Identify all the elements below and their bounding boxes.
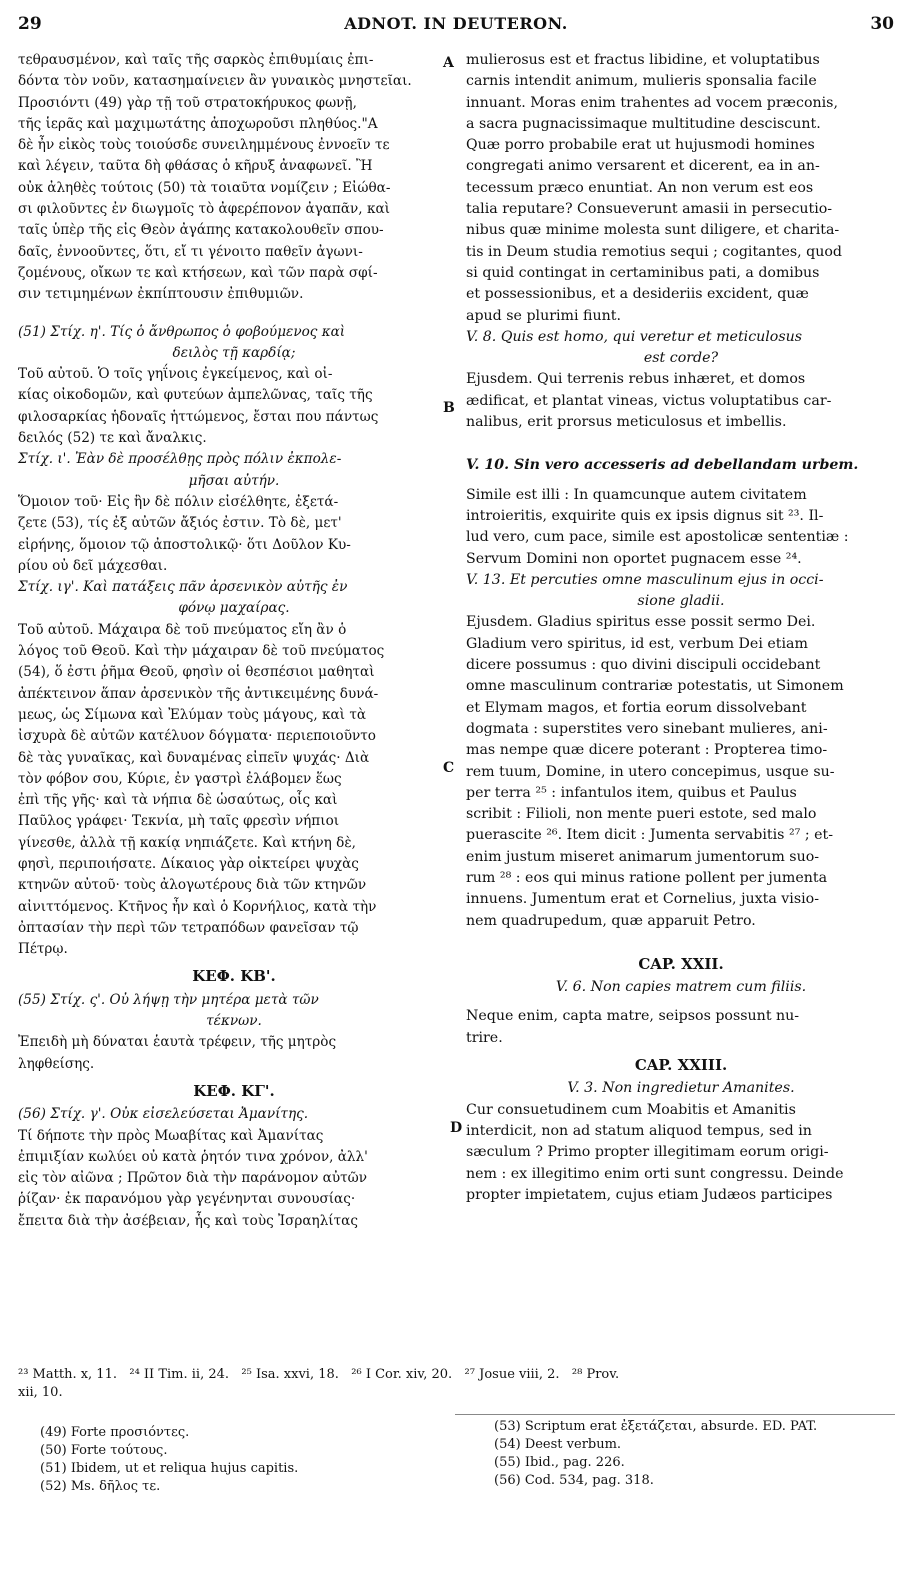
section-heading: V. 8. Quis est homo, qui veretur et meticulosus: [466, 328, 803, 345]
text-line: Simile est illi : In quamcunque autem civitatem: [466, 486, 807, 503]
text-line: per terra ²⁵ : infantulos item, quibus et Paulus: [466, 784, 797, 801]
editor-note: (51) Ibidem, ut et reliqua hujus capitis.: [40, 1461, 299, 1476]
margin-letter-c: C: [443, 760, 455, 776]
text-line: Ἐπειδὴ μὴ δύναται ἑαυτὰ τρέφειν, τῆς μητρὸς: [18, 1034, 337, 1051]
chapter-title: CAP. XXIII.: [634, 1056, 728, 1075]
text-line: Ὅμοιον τοῦ· Εἰς ἣν δὲ πόλιν εἰσέλθητε, ἐξετά-: [18, 493, 339, 510]
text-line: scribit : Filioli, non mente pueri estote, sed malo: [466, 806, 817, 823]
section-heading: τέκνων.: [206, 1013, 262, 1030]
text-line: (54), ὅ ἐστι ῥῆμα Θεοῦ, φησὶν οἱ θεσπέσιοι μαθηταὶ: [18, 664, 375, 681]
text-line: Gladium vero spiritus, id est, verbum Dei etiam: [466, 635, 808, 652]
text-line: ζομένους, οἴκων τε καὶ κτήσεων, καὶ τῶν παρὰ σφί-: [18, 264, 378, 281]
section-heading: Στίχ. ι'. Ἐὰν δὲ προσέλθῃς πρὸς πόλιν ἐκπολε-: [18, 451, 342, 468]
text-line: nem : ex illegitimo enim orti sunt congressu. Deinde: [466, 1165, 844, 1182]
text-line: Servum Domini non oportet pugnacem esse ²⁴.: [466, 550, 802, 567]
text-line: οὐκ ἀληθὲς τούτοις (50) τὰ τοιαῦτα νομίζειν ; Εἰώθα-: [18, 179, 391, 196]
text-line: ἐπιμιξίαν κωλύει οὐ κατὰ ῥητόν τινα χρόνον, ἀλλ': [18, 1148, 368, 1165]
text-line: ἰσχυρὰ δὲ αὐτῶν κατέλυον δόγματα· περιεποιοῦντο: [18, 728, 376, 745]
text-line: λόγος τοῦ Θεοῦ. Καὶ τὴν μάχαιραν δὲ τοῦ πνεύματος: [18, 643, 385, 660]
latin-v13-section: [466, 570, 896, 932]
text-line: καὶ λέγειν, ταῦτα δὴ φθάσας ὁ κῆρυξ ἀναφωνεῖ. Ἢ: [18, 158, 373, 175]
editor-notes-right: [494, 1418, 894, 1490]
text-line: ρίου οὐ δεῖ μάχεσθαι.: [18, 557, 168, 574]
text-line: Neque enim, capta matre, seipsos possunt nu-: [466, 1008, 800, 1025]
text-line: Προσιόντι (49) γὰρ τῇ τοῦ στρατοκήρυκος φωνῇ,: [18, 94, 357, 111]
editor-note: (49) Forte προσιόντες.: [40, 1425, 190, 1440]
editor-note: (54) Deest verbum.: [494, 1437, 622, 1452]
margin-letter-a: A: [443, 55, 454, 71]
text-line: tecessum præco enuntiat. An non verum est eos: [466, 179, 814, 196]
text-line: δὲ ἦν εἰκὸς τοὺς τοιούσδε συνειλημμένους ἐννοεῖν τε: [18, 137, 390, 154]
text-line: carnis intendit animum, mulieris sponsalia facile: [466, 73, 817, 90]
editor-note: (52) Ms. δῆλος τε.: [40, 1479, 161, 1494]
text-line: innuens. Jumentum erat et Cornelius, juxta visio-: [466, 891, 819, 908]
page-number-right: 30: [870, 14, 894, 34]
greek-cap22-section: [18, 990, 450, 1075]
text-line: Τοῦ αὐτοῦ. Ὁ τοῖς γηΐνοις ἐγκείμενος, καὶ οἰ-: [18, 366, 333, 383]
greek-v8-section: [18, 322, 450, 450]
text-line: mas nempe quæ dicere poterant : Propterea timo-: [466, 742, 828, 759]
text-line: γίνεσθε, ἀλλὰ τῇ κακίᾳ νηπιάζετε. Καὶ κτήνη δὲ,: [18, 834, 356, 851]
text-line: Τοῦ αὐτοῦ. Μάχαιρα δὲ τοῦ πνεύματος εἴη ἂν ὁ: [18, 621, 347, 638]
text-line: talia reputare? Consueverunt amasii in persecutio-: [466, 201, 833, 218]
text-line: Cur consuetudinem cum Moabitis et Amanitis: [466, 1101, 796, 1118]
text-line: ἔπειτα διὰ τὴν ἀσέβειαν, ἧς καὶ τοὺς Ἰσραηλίτας: [18, 1212, 358, 1229]
text-line: μεως, ὡς Σίμωνα καὶ Ἐλύμαν τοὺς μάγους, καὶ τὰ: [18, 706, 367, 723]
greek-column: [18, 50, 450, 1232]
text-line: δὲ τὰς γυναῖκας, καὶ δυναμένας εἰπεῖν ψυχάς· Διὰ: [18, 749, 370, 766]
section-heading: (51) Στίχ. η'. Τίς ὁ ἄνθρωπος ὁ φοβούμενος καὶ: [18, 323, 346, 340]
text-line: apud se plurimi fiunt.: [466, 307, 621, 324]
text-line: φησὶ, περιποιήσατε. Δίκαιος γὰρ οἰκτείρει ψυχὰς: [18, 855, 359, 872]
running-title: ADNOT. IN DEUTERON.: [344, 14, 568, 33]
editor-note: (55) Ibid., pag. 226.: [494, 1455, 625, 1470]
text-line: enim justum miseret animarum jumentorum suo-: [466, 848, 820, 865]
text-line: propter impietatem, cujus etiam Judæos participes: [466, 1186, 833, 1203]
section-heading: V. 10. Sin vero accesseris ad debellandam urbem.: [466, 457, 859, 474]
notes-divider: [455, 1414, 895, 1415]
text-line: tis in Deum studia remotius sequi ; cogitantes, quod: [466, 243, 843, 260]
text-line: ληφθείσης.: [18, 1055, 95, 1072]
greek-v13-section: [18, 577, 450, 960]
text-line: nalibus, erit prorsus meticulosus et imbellis.: [466, 414, 787, 431]
text-line: εἰρήνης, ὅμοιον τῷ ἀποστολικῷ· ὅτι Δοῦλον Κυ-: [18, 536, 351, 553]
scripture-footnotes: [18, 1366, 894, 1402]
text-line: ἀπέκτεινον ἅπαν ἀρσενικὸν τῆς ἀντικειμένης δυνά-: [18, 685, 379, 702]
text-line: sæculum ? Primo propter illegitimam eorum origi-: [466, 1144, 829, 1161]
section-heading: Στίχ. ιγ'. Καὶ πατάξεις πᾶν ἀρσενικὸν αὐτῆς ἐν: [18, 579, 348, 596]
greek-v10-section: [18, 449, 450, 577]
text-line: κίας οἰκοδομῶν, καὶ φυτεύων ἀμπελῶνας, ταῖς τῆς: [18, 387, 373, 404]
footnote-line: ²³ Matth. x, 11. ²⁴ II Tim. ii, 24. ²⁵ Isa. xxvi, 18. ²⁶ I Cor. xiv, 20. ²⁷ Josue viii, 2. ²⁸ Prov.: [18, 1367, 620, 1382]
section-heading: V. 6. Non capies matrem cum filiis.: [555, 979, 807, 996]
text-line: a sacra pugnacissimaque multitudine desciscunt.: [466, 115, 821, 132]
text-line: Ejusdem. Qui terrenis rebus inhæret, et domos: [466, 371, 806, 388]
text-line: Quæ porro probabile erat ut hujusmodi homines: [466, 137, 815, 154]
editor-note: (56) Cod. 534, pag. 318.: [494, 1473, 654, 1488]
text-line: dicere possumus : quo divini discipuli occidebant: [466, 657, 821, 674]
text-line: Ejusdem. Gladius spiritus esse possit sermo Dei.: [466, 614, 816, 631]
text-line: mulierosus est et fractus libidine, et voluptatibus: [466, 52, 820, 68]
text-line: κτηνῶν αὐτοῦ· τοὺς ἀλογωτέρους διὰ τῶν κτηνῶν: [18, 877, 367, 894]
section-heading: sione gladii.: [637, 593, 725, 610]
section-heading: est corde?: [643, 350, 719, 367]
text-line: ædificat, et plantat vineas, victus voluptatibus car-: [466, 392, 832, 409]
editor-note: (53) Scriptum erat ἐξετάζεται, absurde. ED. PAT.: [494, 1419, 818, 1434]
latin-v8-section: [466, 327, 896, 433]
text-line: δειλός (52) τε καὶ ἄναλκις.: [18, 430, 207, 447]
text-line: τεθραυσμένον, καὶ ταῖς τῆς σαρκὸς ἐπιθυμίαις ἐπι-: [18, 52, 374, 68]
section-heading: δειλὸς τῇ καρδίᾳ;: [172, 344, 296, 361]
text-line: trire.: [466, 1029, 503, 1046]
greek-opening-paragraph: [18, 50, 450, 306]
text-line: introieritis, exquirite quis ex ipsis dignus sit ²³. Il-: [466, 507, 824, 524]
text-line: rem tuum, Domine, in utero concepimus, usque su-: [466, 763, 835, 780]
section-heading: V. 3. Non ingredietur Amanites.: [567, 1080, 795, 1097]
page-number-left: 29: [18, 14, 42, 34]
latin-v10-section: [466, 455, 896, 569]
text-line: ῥίζαν· ἐκ παρανόμου γὰρ γεγένηνται συνουσίας·: [18, 1191, 356, 1208]
text-line: interdicit, non ad statum aliquod tempus, sed in: [466, 1122, 812, 1139]
text-line: αἰνιττόμενος. Κτῆνος ἦν καὶ ὁ Κορνήλιος, κατὰ τὴν: [18, 898, 377, 915]
text-line: dogmata : superstites vero sinebant mulieres, ani-: [466, 720, 828, 737]
text-line: si quid contingat in certaminibus pati, a domibus: [466, 264, 820, 281]
text-line: σι φιλοῦντες ἐν διωγμοῖς τὸ ἀφερέπονον ἀγαπᾶν, καὶ: [18, 201, 390, 218]
section-heading: φόνῳ μαχαίρας.: [178, 600, 290, 617]
section-heading: μῆσαι αὐτήν.: [188, 472, 280, 489]
latin-cap22-section: [466, 977, 896, 1049]
text-line: τὸν φόβον σου, Κύριε, ἐν γαστρὶ ἐλάβομεν ἕως: [18, 770, 342, 787]
greek-cap23-section: [18, 1104, 450, 1232]
section-heading: (55) Στίχ. ς'. Οὐ λήψῃ τὴν μητέρα μετὰ τῶν: [18, 991, 319, 1008]
section-heading: V. 13. Et percuties omne masculinum ejus in occi-: [466, 571, 824, 588]
margin-letter-d: D: [450, 1120, 463, 1136]
text-line: τῆς ἱερᾶς καὶ μαχιμωτάτης ἀποχωροῦσι πληθύος."Α: [18, 115, 378, 132]
text-line: εἰς τὸν αἰῶνα ; Πρῶτον διὰ τὴν παράνομον αὐτῶν: [18, 1170, 367, 1187]
text-line: et Elymam magos, et fortia eorum dissolvebant: [466, 699, 807, 716]
chapter-title: ΚΕΦ. ΚΒ'.: [192, 967, 276, 986]
text-line: ταῖς ὑπὲρ τῆς εἰς Θεὸν ἀγάπης κατακολουθεῖν σπου-: [18, 222, 384, 239]
text-line: ὀπτασίαν τὴν περὶ τῶν τετραπόδων φανεῖσαν τῷ: [18, 919, 359, 936]
section-heading: (56) Στίχ. γ'. Οὐκ εἰσελεύσεται Ἀμανίτης.: [18, 1106, 309, 1123]
margin-letter-b: B: [443, 400, 455, 416]
chapter-title: ΚΕΦ. ΚΓ'.: [193, 1081, 275, 1100]
text-line: puerascite ²⁶. Item dicit : Jumenta servabitis ²⁷ ; et-: [466, 827, 834, 844]
text-line: φιλοσαρκίας ἡδοναῖς ἡττώμενος, ἔσται που πάντως: [18, 408, 379, 425]
text-line: congregati animo versarent et dicerent, ea in an-: [466, 158, 820, 175]
text-line: rum ²⁸ : eos qui minus ratione pollent per jumenta: [466, 869, 828, 886]
text-line: nibus quæ minime molesta sunt diligere, et charita-: [466, 222, 840, 239]
text-line: nem quadrupedum, quæ apparuit Petro.: [466, 912, 756, 929]
text-line: et possessionibus, et a desideriis excident, quæ: [466, 286, 809, 303]
text-line: innuant. Moras enim trahentes ad vocem præconis,: [466, 94, 838, 111]
text-line: lud vero, cum pace, simile est apostolicæ sententiæ :: [466, 529, 849, 546]
text-line: δαῖς, ἐννοοῦντες, ὅτι, εἴ τι γένοιτο παθεῖν ἀγωνι-: [18, 243, 363, 260]
text-line: Πέτρῳ.: [18, 941, 68, 958]
text-line: ἐπὶ τῆς γῆς· καὶ τὰ νήπια δὲ ὡσαύτως, οἷς καὶ: [18, 792, 338, 809]
text-line: σιν τετιμημένων ἐκπίπτουσιν ἐπιθυμιῶν.: [18, 286, 304, 303]
text-line: δόντα τὸν νοῦν, κατασημαίνειεν ἂν γυναικὸς μνηστεῖαι.: [18, 73, 412, 90]
text-line: omne masculinum contrariæ potestatis, ut Simonem: [466, 678, 844, 695]
editor-notes-left: [40, 1424, 430, 1496]
text-line: Παῦλος γράφει· Τεκνία, μὴ ταῖς φρεσὶν νήπιοι: [18, 813, 340, 830]
chapter-title: CAP. XXII.: [638, 954, 724, 973]
running-header: [18, 14, 894, 40]
text-line: Τί δήποτε τὴν πρὸς Μωαβίτας καὶ Ἀμανίτας: [18, 1127, 324, 1144]
latin-opening-paragraph: [466, 50, 896, 327]
editor-note: (50) Forte τούτους.: [40, 1443, 168, 1458]
text-line: ζετε (53), τίς ἐξ αὐτῶν ἄξιός ἐστιν. Τὸ δὲ, μετ': [18, 515, 342, 532]
latin-cap23-section: [466, 1078, 896, 1206]
latin-column: [466, 50, 896, 1206]
footnote-line: xii, 10.: [18, 1385, 63, 1400]
